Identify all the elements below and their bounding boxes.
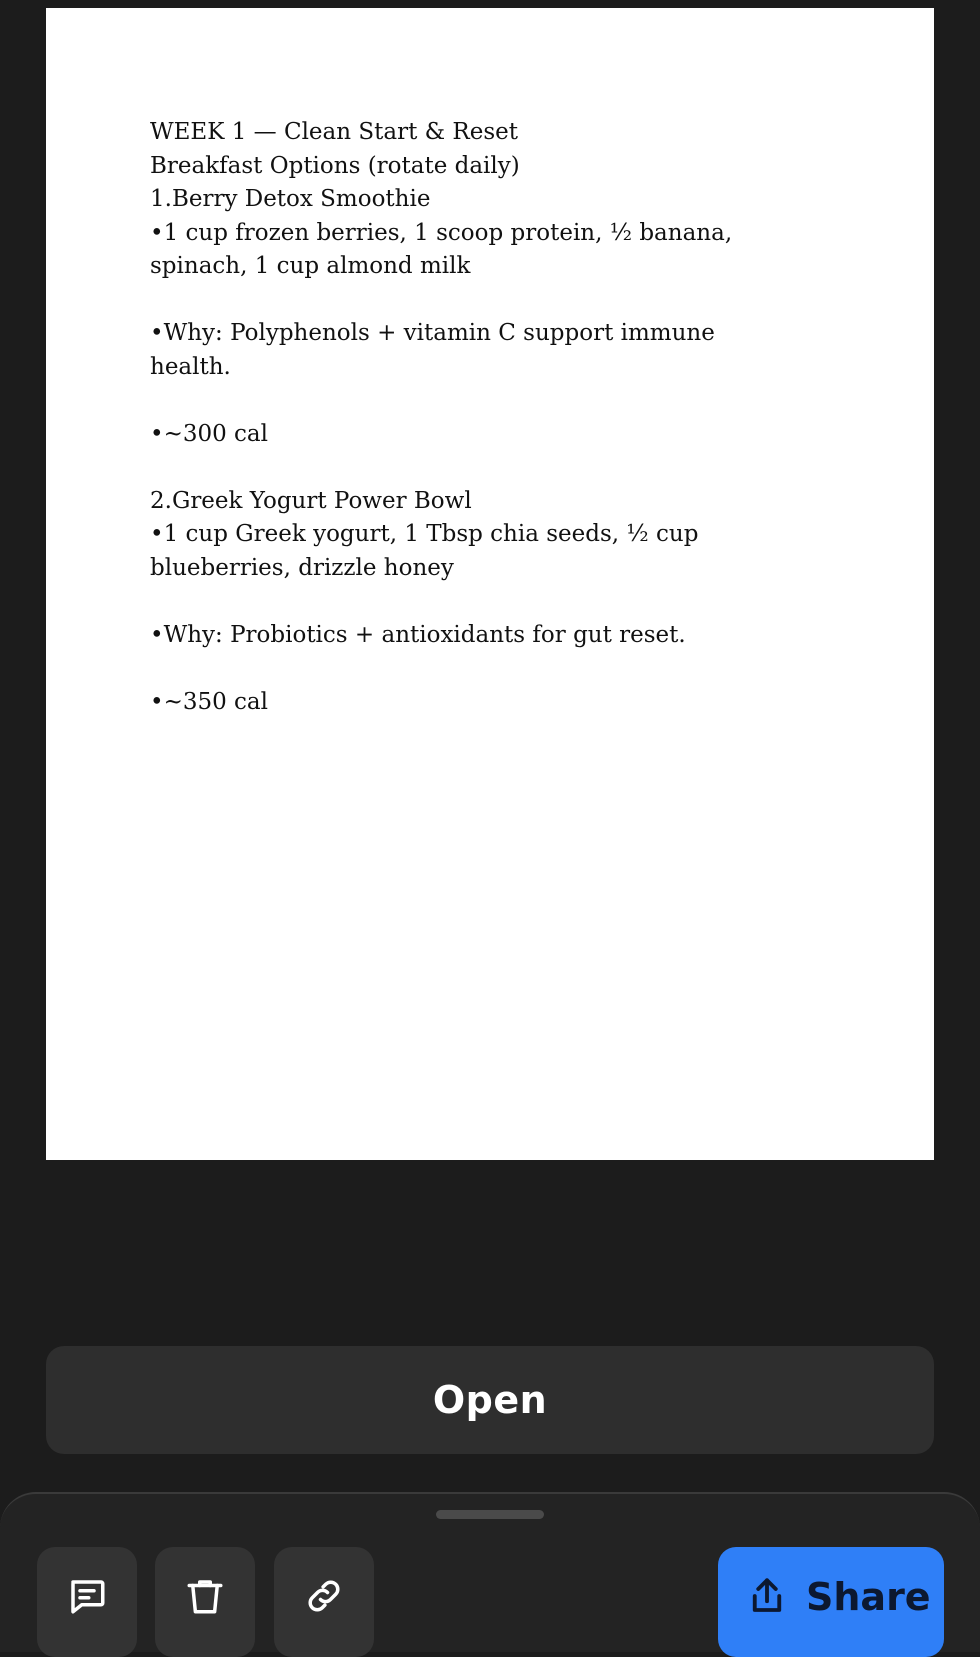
- doc-line: 1.Berry Detox Smoothie: [150, 186, 431, 212]
- doc-line: •Why: Polyphenols + vitamin C support immune: [150, 320, 715, 346]
- share-label: Share: [806, 1575, 931, 1619]
- doc-line: •Why: Probiotics + antioxidants for gut reset.: [150, 621, 686, 648]
- doc-line: blueberries, drizzle honey: [150, 554, 454, 581]
- document-preview: [46, 8, 934, 1160]
- action-sheet: [0, 1492, 980, 1652]
- doc-line: [150, 284, 870, 318]
- doc-line: spinach, 1 cup almond milk: [150, 253, 471, 279]
- doc-line: [150, 652, 870, 686]
- link-icon: [303, 1575, 345, 1617]
- doc-line: [150, 451, 870, 485]
- share-button[interactable]: [718, 1547, 944, 1657]
- comment-button[interactable]: [37, 1547, 137, 1657]
- doc-line: WEEK 1 — Clean Start & Reset: [150, 119, 518, 145]
- trash-icon: [184, 1575, 226, 1617]
- sheet-grabber[interactable]: [436, 1510, 544, 1519]
- document-text: [150, 116, 870, 719]
- doc-line: Breakfast Options (rotate daily): [150, 152, 520, 179]
- doc-line: [150, 585, 870, 619]
- doc-line: [150, 384, 870, 418]
- doc-line: •1 cup frozen berries, 1 scoop protein, ½ banana,: [150, 219, 733, 246]
- doc-line: health.: [150, 353, 231, 380]
- copy-link-button[interactable]: [274, 1547, 374, 1657]
- comment-icon: [66, 1575, 108, 1617]
- doc-line: •~350 cal: [150, 688, 268, 715]
- delete-button[interactable]: [155, 1547, 255, 1657]
- doc-line: •1 cup Greek yogurt, 1 Tbsp chia seeds, ½ cup: [150, 521, 699, 547]
- doc-line: 2.Greek Yogurt Power Bowl: [150, 487, 472, 514]
- share-icon: [746, 1575, 788, 1617]
- doc-line: •~300 cal: [150, 420, 268, 447]
- open-button[interactable]: Open: [46, 1346, 934, 1454]
